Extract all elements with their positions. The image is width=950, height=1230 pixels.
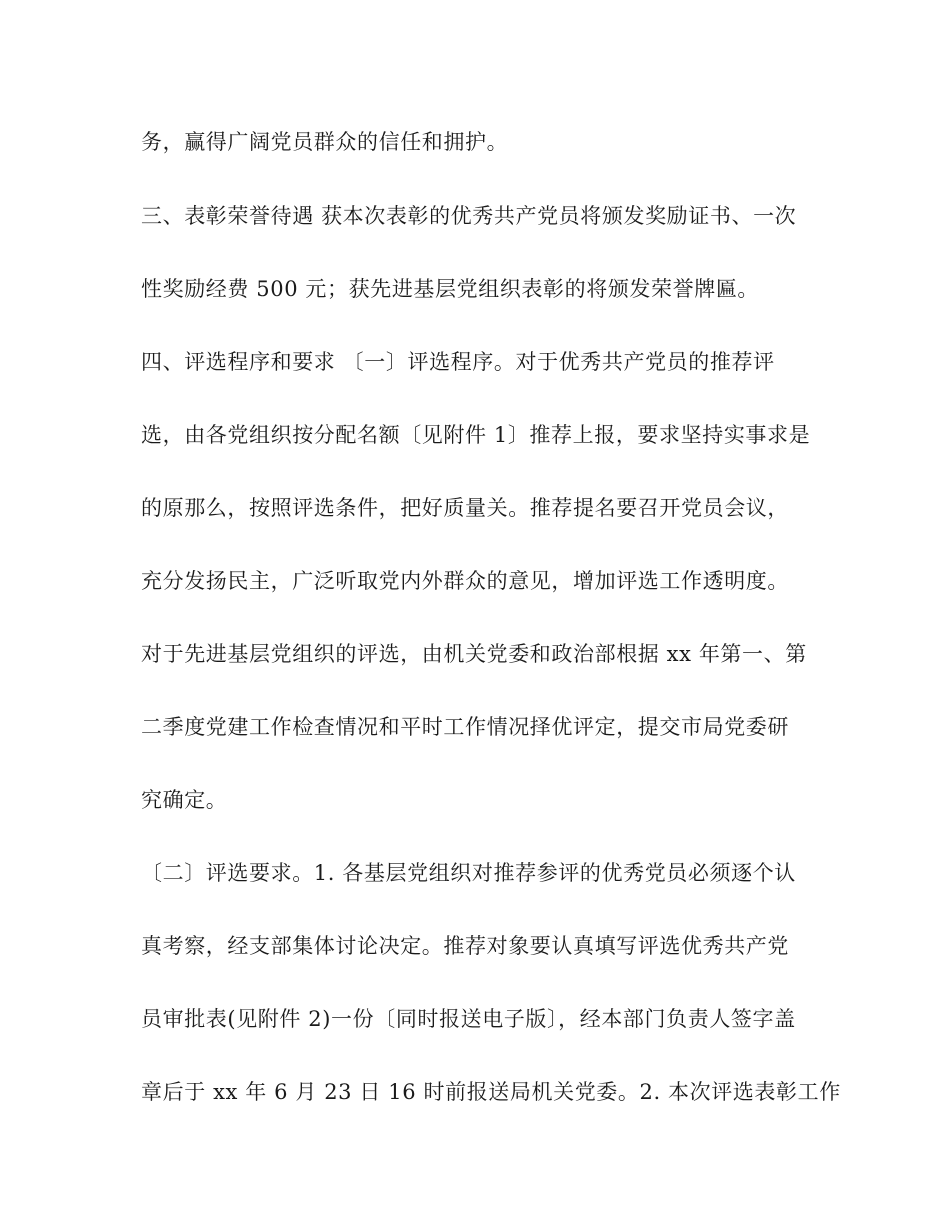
text-line-13: 员审批表(见附件 2)一份〔同时报送电子版〕，经本部门负责人签字盖 [141, 1007, 796, 1031]
text-line-10: 究确定。 [141, 788, 228, 812]
text-line-4: 四、评选程序和要求 〔一〕评选程序。对于优秀共产党员的推荐评 [141, 350, 775, 374]
text-line-6: 的原那么，按照评选条件，把好质量关。推荐提名要召开党员会议， [141, 496, 789, 520]
text-line-7: 充分发扬民主，广泛听取党内外群众的意见，增加评选工作透明度。 [141, 569, 789, 593]
text-line-12: 真考察，经支部集体讨论决定。推荐对象要认真填写评选优秀共产党 [141, 934, 789, 958]
text-line-2: 三、表彰荣誉待遇 获本次表彰的优秀共产党员将颁发奖励证书、一次 [141, 204, 797, 228]
text-line-8: 对于先进基层党组织的评选，由机关党委和政治部根据 xx 年第一、第 [141, 642, 807, 666]
text-line-11: 〔二〕评选要求。1. 各基层党组织对推荐参评的优秀党员必须逐个认 [141, 861, 796, 885]
text-line-14: 章后于 xx 年 6 月 23 日 16 时前报送局机关党委。2. 本次评选表彰工作 [141, 1080, 841, 1104]
text-line-9: 二季度党建工作检查情况和平时工作情况择优评定，提交市局党委研 [141, 715, 789, 739]
text-line-5: 选，由各党组织按分配名额〔见附件 1〕推荐上报，要求坚持实事求是 [141, 423, 811, 447]
text-line-3: 性奖励经费 500 元；获先进基层党组织表彰的将颁发荣誉牌匾。 [141, 277, 760, 301]
text-line-1: 务，赢得广阔党员群众的信任和拥护。 [141, 130, 509, 154]
